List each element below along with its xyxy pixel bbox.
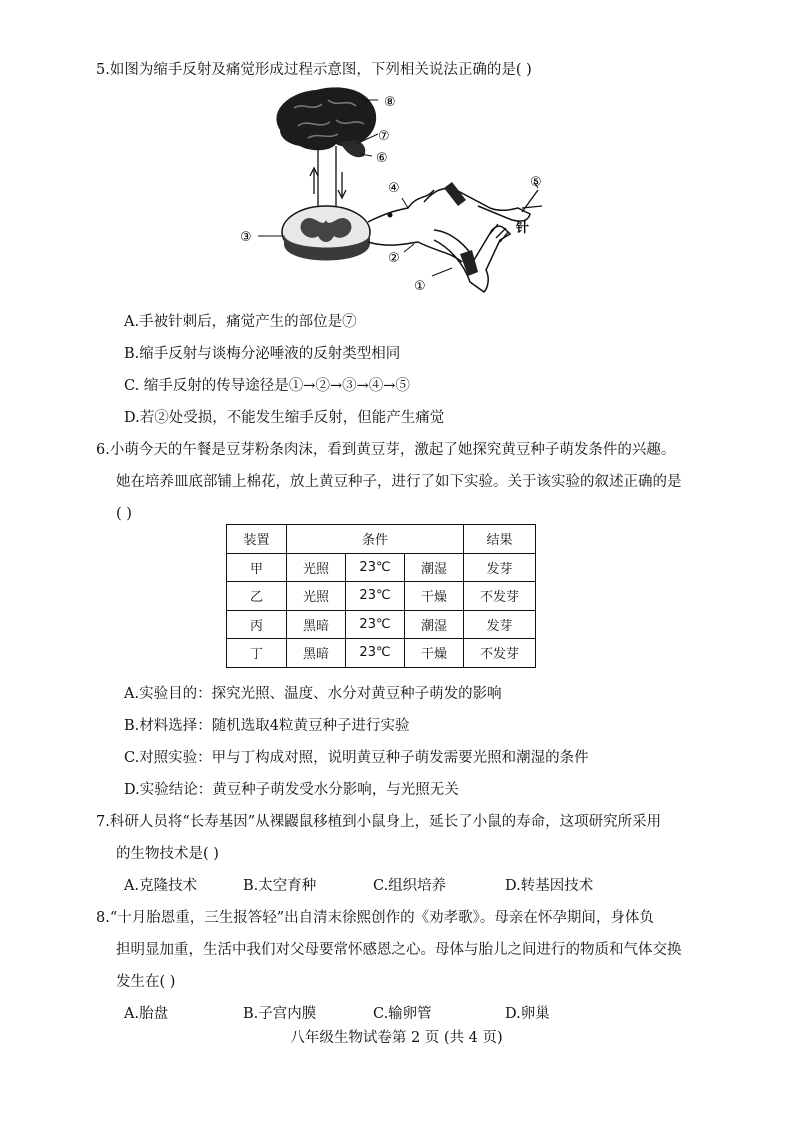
table-cell: 甲 xyxy=(227,553,287,582)
experiment-table xyxy=(226,524,536,668)
q6-stem-line3: ( ) xyxy=(116,506,132,522)
q6-stem-line1: 6.小萌今天的午餐是豆芽粉条肉沫，看到黄豆芽，激起了她探究黄豆种子萌发条件的兴趣。 xyxy=(96,442,676,458)
q7-option-b[interactable]: B.太空育种 xyxy=(243,878,317,894)
q8-option-c[interactable]: C.输卵管 xyxy=(373,1006,432,1022)
q7-option-a[interactable]: A.克隆技术 xyxy=(124,878,198,894)
table-cell: 干燥 xyxy=(405,582,464,611)
arm-illustration xyxy=(424,182,530,292)
label-8: ⑧ xyxy=(384,95,396,110)
label-5: ⑤ xyxy=(530,175,542,190)
header-device: 装置 xyxy=(227,525,287,554)
table-cell: 不发芽 xyxy=(464,639,536,668)
q7-option-c[interactable]: C.组织培养 xyxy=(373,878,447,894)
table-cell: 干燥 xyxy=(405,639,464,668)
table-cell: 发芽 xyxy=(464,610,536,639)
table-cell: 23℃ xyxy=(346,639,405,668)
table-row xyxy=(227,610,536,639)
table-cell: 潮湿 xyxy=(405,553,464,582)
q5-option-b[interactable]: B.缩手反射与谈梅分泌唾液的反射类型相同 xyxy=(124,346,401,362)
q8-stem-line3: 发生在( ) xyxy=(116,974,176,990)
q6-option-c[interactable]: C.对照实验：甲与丁构成对照，说明黄豆种子萌发需要光照和潮湿的条件 xyxy=(124,750,589,766)
q8-option-a[interactable]: A.胎盘 xyxy=(124,1006,169,1022)
table-cell: 23℃ xyxy=(346,582,405,611)
table-cell: 潮湿 xyxy=(405,610,464,639)
q6-option-b[interactable]: B.材料选择：随机选取4粒黄豆种子进行实验 xyxy=(124,718,410,734)
q8-option-d[interactable]: D.卵巢 xyxy=(505,1006,550,1022)
table-cell: 不发芽 xyxy=(464,582,536,611)
q7-stem-line2: 的生物技术是( ) xyxy=(116,846,219,862)
table-cell: 光照 xyxy=(287,553,346,582)
table-row xyxy=(227,553,536,582)
table-cell: 发芽 xyxy=(464,553,536,582)
q8-stem-line1: 8.“十月胎恩重，三生报答轻”出自清末徐熙创作的《劝孝歌》。母亲在怀孕期间，身体负 xyxy=(96,910,654,926)
q8-stem-line2: 担明显加重，生活中我们对父母要常怀感恩之心。母体与胎儿之间进行的物质和气体交换 xyxy=(116,942,682,958)
label-3: ③ xyxy=(240,230,252,245)
table-row xyxy=(227,639,536,668)
page-footer: 八年级生物试卷第 2 页 (共 4 页) xyxy=(290,1030,503,1046)
q6-option-d[interactable]: D.实验结论：黄豆种子萌发受水分影响，与光照无关 xyxy=(124,782,459,798)
q5-stem: 5.如图为缩手反射及痛觉形成过程示意图，下列相关说法正确的是( ) xyxy=(96,62,532,78)
table-cell: 乙 xyxy=(227,582,287,611)
label-2: ② xyxy=(388,251,400,266)
q7-stem-line1: 7.科研人员将“长寿基因”从裸鼹鼠移植到小鼠身上，延长了小鼠的寿命，这项研究所采用 xyxy=(96,814,662,830)
brain-illustration xyxy=(276,87,376,157)
table-cell: 23℃ xyxy=(346,610,405,639)
label-4: ④ xyxy=(388,181,400,196)
q8-option-b[interactable]: B.子宫内膜 xyxy=(243,1006,317,1022)
table-cell: 黑暗 xyxy=(287,610,346,639)
reflex-arc-figure xyxy=(238,82,568,302)
table-cell: 23℃ xyxy=(346,553,405,582)
q7-option-d[interactable]: D.转基因技术 xyxy=(505,878,594,894)
table-cell: 光照 xyxy=(287,582,346,611)
table-cell: 丙 xyxy=(227,610,287,639)
q5-option-d[interactable]: D.若②处受损，不能发生缩手反射，但能产生痛觉 xyxy=(124,410,445,426)
table-cell: 丁 xyxy=(227,639,287,668)
q6-stem-line2: 她在培养皿底部铺上棉花，放上黄豆种子，进行了如下实验。关于该实验的叙述正确的是 xyxy=(116,474,682,490)
label-6: ⑥ xyxy=(376,151,388,166)
table-cell: 黑暗 xyxy=(287,639,346,668)
header-condition: 条件 xyxy=(287,525,464,554)
q5-option-a[interactable]: A.手被针刺后，痛觉产生的部位是⑦ xyxy=(124,314,357,330)
q5-option-c[interactable]: C. 缩手反射的传导途径是①→②→③→④→⑤ xyxy=(124,378,410,394)
header-result: 结果 xyxy=(464,525,536,554)
q7-options-row xyxy=(0,876,793,896)
label-7: ⑦ xyxy=(378,129,390,144)
label-1: ① xyxy=(414,279,426,294)
table-row xyxy=(227,582,536,611)
spinal-cord-section xyxy=(282,206,370,261)
needle-label: 针 xyxy=(516,221,530,236)
table-header-row xyxy=(227,525,536,554)
q6-option-a[interactable]: A.实验目的：探究光照、温度、水分对黄豆种子萌发的影响 xyxy=(124,686,502,702)
q8-options-row xyxy=(0,1004,793,1024)
